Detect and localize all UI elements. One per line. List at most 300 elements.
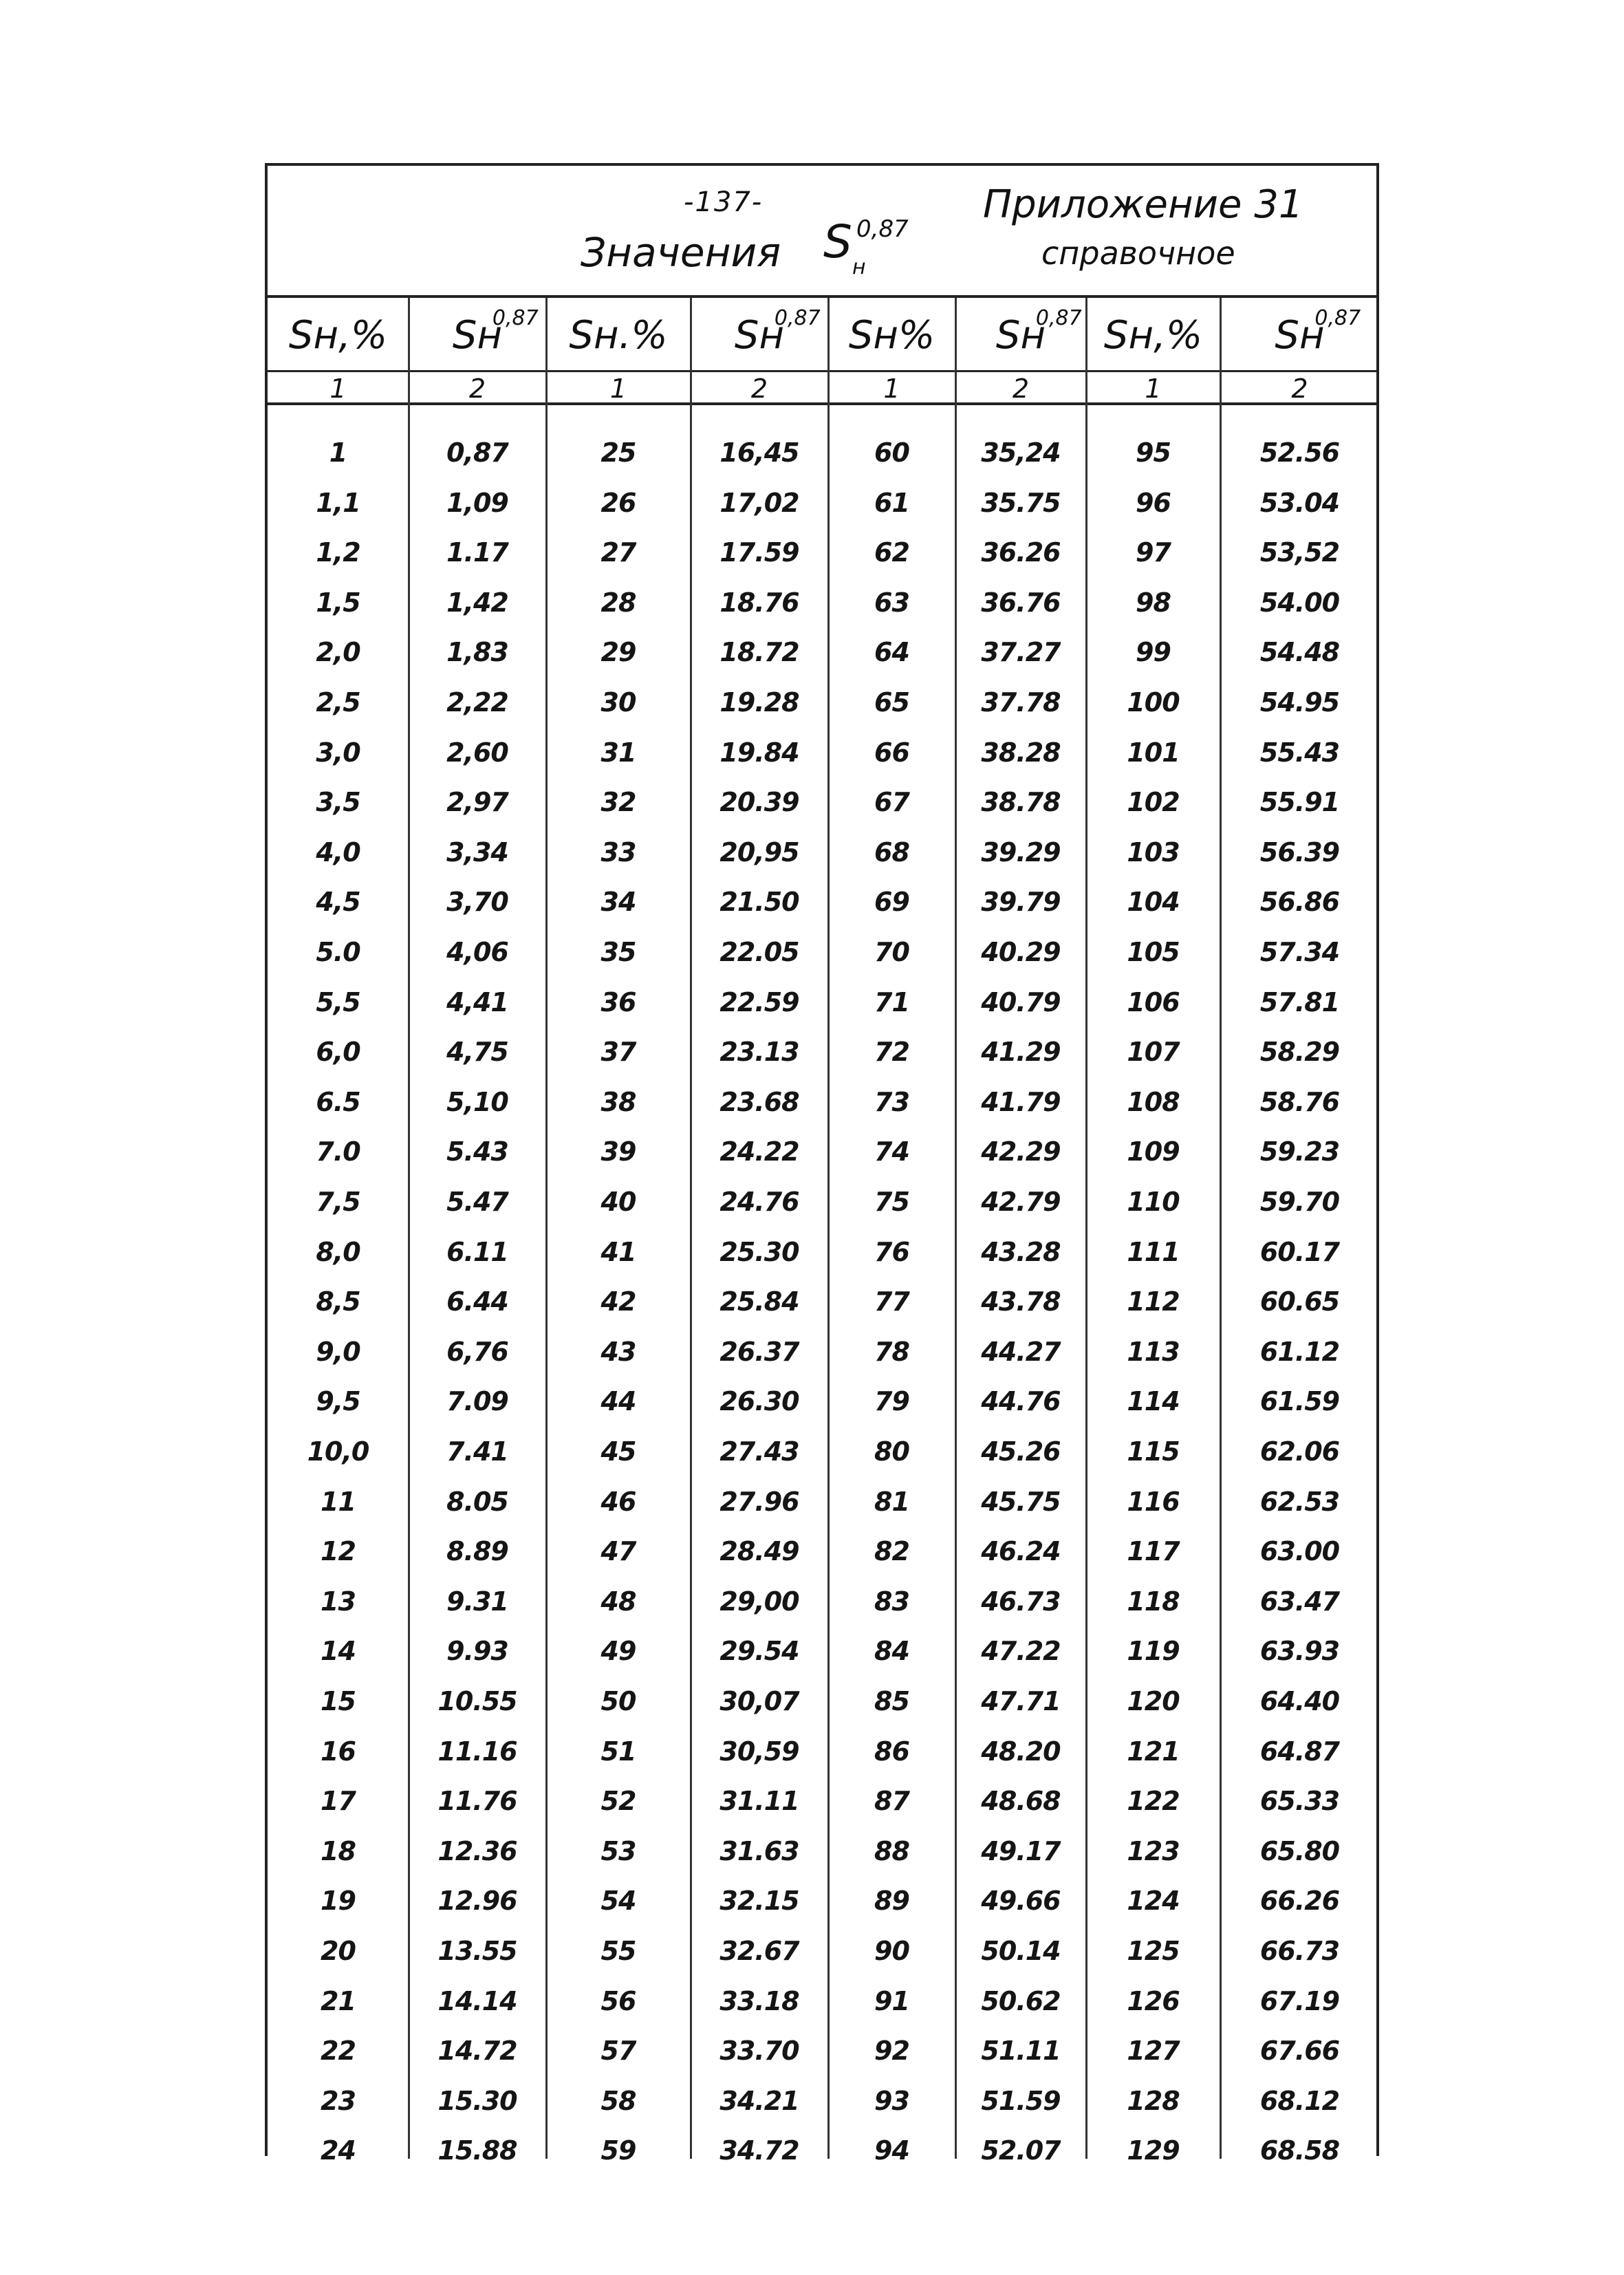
cell-sn-percent: 122 xyxy=(1127,1786,1180,1816)
cell-sn-power: 54.00 xyxy=(1259,587,1340,618)
cell-sn-percent: 95 xyxy=(1136,438,1171,468)
cell-sn-power: 22.05 xyxy=(719,937,799,967)
cell-sn-percent: 68 xyxy=(874,837,909,867)
cell-sn-power: 43.78 xyxy=(981,1286,1061,1317)
cell-sn-percent: 108 xyxy=(1127,1087,1180,1117)
cell-sn-percent: 69 xyxy=(874,887,909,917)
cell-sn-percent: 56 xyxy=(600,1986,636,2016)
column-header xyxy=(268,298,409,372)
column-header-symbol: Sн.% xyxy=(569,312,668,358)
cell-sn-power: 34.72 xyxy=(719,2135,799,2166)
cell-sn-percent: 13 xyxy=(321,1586,356,1617)
cell-sn-percent: 54 xyxy=(600,1886,636,1916)
cell-sn-percent: 106 xyxy=(1127,987,1180,1017)
cell-sn-power: 35,24 xyxy=(981,438,1061,468)
reference-label: справочное xyxy=(1041,235,1235,272)
cell-sn-power: 1,42 xyxy=(446,587,508,618)
cell-sn-power: 42.79 xyxy=(981,1187,1061,1217)
cell-sn-power: 65.80 xyxy=(1259,1836,1340,1866)
cell-sn-percent: 42 xyxy=(600,1286,636,1317)
cell-sn-percent: 7,5 xyxy=(316,1187,360,1217)
cell-sn-power: 66.26 xyxy=(1259,1886,1340,1916)
cell-sn-percent: 64 xyxy=(874,637,909,667)
cell-sn-percent: 97 xyxy=(1136,537,1171,568)
cell-sn-power: 53,52 xyxy=(1259,537,1340,568)
cell-sn-percent: 59 xyxy=(600,2135,636,2166)
cell-sn-power: 21.50 xyxy=(719,887,799,917)
cell-sn-power: 3,34 xyxy=(446,837,508,867)
cell-sn-percent: 52 xyxy=(600,1786,636,1816)
cell-sn-percent: 2,0 xyxy=(316,637,360,667)
cell-sn-percent: 121 xyxy=(1127,1736,1180,1767)
cell-sn-power: 30,59 xyxy=(719,1736,799,1767)
cell-sn-percent: 47 xyxy=(600,1536,636,1566)
cell-sn-power: 66.73 xyxy=(1259,1936,1340,1966)
column-header-exponent: 0,87 xyxy=(1314,305,1361,330)
cell-sn-power: 18.76 xyxy=(719,587,799,618)
cell-sn-percent: 72 xyxy=(874,1037,909,1067)
cell-sn-percent: 102 xyxy=(1127,787,1180,817)
cell-sn-power: 36.26 xyxy=(981,537,1061,568)
cell-sn-percent: 18 xyxy=(321,1836,356,1866)
cell-sn-power: 55.91 xyxy=(1259,787,1340,817)
cell-sn-percent: 44 xyxy=(600,1386,636,1416)
cell-sn-power: 4,41 xyxy=(446,987,508,1017)
cell-sn-power: 60.65 xyxy=(1259,1286,1340,1317)
cell-sn-power: 32.15 xyxy=(719,1886,799,1916)
cell-sn-power: 14.72 xyxy=(437,2036,517,2066)
column-header-exponent: 0,87 xyxy=(1035,305,1082,330)
table-frame xyxy=(265,163,1379,2166)
cell-sn-percent: 63 xyxy=(874,587,909,618)
cell-sn-power: 7.41 xyxy=(446,1436,508,1467)
cell-sn-power: 30,07 xyxy=(719,1686,799,1716)
cell-sn-percent: 127 xyxy=(1127,2036,1180,2066)
cell-sn-percent: 124 xyxy=(1127,1886,1180,1916)
cell-sn-percent: 128 xyxy=(1127,2086,1180,2116)
cell-sn-power: 61.59 xyxy=(1259,1386,1340,1416)
cell-sn-percent: 26 xyxy=(600,488,636,518)
cell-sn-power: 58.29 xyxy=(1259,1037,1340,1067)
column-number: 1 xyxy=(1145,374,1162,404)
cell-sn-power: 44.27 xyxy=(981,1337,1061,1367)
cell-sn-percent: 79 xyxy=(874,1386,909,1416)
cell-sn-percent: 57 xyxy=(600,2036,636,2066)
column-header xyxy=(955,298,1086,372)
cell-sn-percent: 29 xyxy=(600,637,636,667)
cell-sn-power: 20.39 xyxy=(719,787,799,817)
cell-sn-percent: 94 xyxy=(874,2135,909,2166)
cell-sn-power: 28.49 xyxy=(719,1536,799,1566)
cell-sn-percent: 103 xyxy=(1127,837,1180,867)
cell-sn-percent: 35 xyxy=(600,937,636,967)
cell-sn-percent: 50 xyxy=(600,1686,636,1716)
cell-sn-percent: 51 xyxy=(600,1736,636,1767)
cell-sn-percent: 96 xyxy=(1136,488,1171,518)
cell-sn-percent: 20 xyxy=(321,1936,356,1966)
column-header-exponent: 0,87 xyxy=(492,305,539,330)
cell-sn-power: 1.17 xyxy=(446,537,508,568)
title-symbol-base: S xyxy=(823,215,852,268)
cell-sn-power: 50.62 xyxy=(981,1986,1061,2016)
column-number: 1 xyxy=(329,374,347,404)
cell-sn-power: 46.73 xyxy=(981,1586,1061,1617)
column-header xyxy=(1086,298,1220,372)
cell-sn-power: 50.14 xyxy=(981,1936,1061,1966)
column-header-symbol: Sн 0,87 xyxy=(452,305,539,358)
cell-sn-power: 47.71 xyxy=(981,1686,1061,1716)
cell-sn-power: 2,60 xyxy=(446,737,508,768)
cell-sn-power: 45.75 xyxy=(981,1487,1061,1517)
column-header xyxy=(546,298,691,372)
cell-sn-percent: 2,5 xyxy=(316,687,360,718)
cell-sn-power: 54.48 xyxy=(1259,637,1340,667)
cell-sn-power: 2,22 xyxy=(446,687,508,718)
cell-sn-percent: 21 xyxy=(321,1986,356,2016)
cell-sn-power: 63.47 xyxy=(1259,1586,1340,1617)
column-header-symbol: Sн,% xyxy=(288,312,388,358)
cell-sn-power: 4,06 xyxy=(446,937,508,967)
cell-sn-percent: 99 xyxy=(1136,637,1171,667)
cell-sn-percent: 73 xyxy=(874,1087,909,1117)
cell-sn-percent: 37 xyxy=(600,1037,636,1067)
cell-sn-power: 58.76 xyxy=(1259,1087,1340,1117)
cell-sn-percent: 14 xyxy=(321,1636,356,1666)
cell-sn-power: 29,00 xyxy=(719,1586,799,1617)
cell-sn-percent: 87 xyxy=(874,1786,909,1816)
cell-sn-percent: 19 xyxy=(321,1886,356,1916)
cell-sn-percent: 129 xyxy=(1127,2135,1180,2166)
cell-sn-power: 12.96 xyxy=(437,1886,517,1916)
cell-sn-percent: 67 xyxy=(874,787,909,817)
cell-sn-power: 31.63 xyxy=(719,1836,799,1866)
cell-sn-power: 41.29 xyxy=(981,1037,1061,1067)
cell-sn-power: 35.75 xyxy=(981,488,1061,518)
cell-sn-power: 5.47 xyxy=(446,1187,508,1217)
cell-sn-percent: 39 xyxy=(600,1136,636,1167)
cell-sn-power: 27.96 xyxy=(719,1487,799,1517)
cell-sn-percent: 115 xyxy=(1127,1436,1180,1467)
cell-sn-power: 56.39 xyxy=(1259,837,1340,867)
cell-sn-power: 33.18 xyxy=(719,1986,799,2016)
cell-sn-percent: 36 xyxy=(600,987,636,1017)
cell-sn-percent: 1,1 xyxy=(316,488,360,518)
cell-sn-power: 26.37 xyxy=(719,1337,799,1367)
table-title: Значения xyxy=(581,229,781,276)
cell-sn-percent: 12 xyxy=(321,1536,356,1566)
cell-sn-power: 64.40 xyxy=(1259,1686,1340,1716)
cell-sn-power: 38.28 xyxy=(981,737,1061,768)
title-symbol xyxy=(823,215,909,279)
cell-sn-power: 19.84 xyxy=(719,737,799,768)
cell-sn-percent: 62 xyxy=(874,537,909,568)
cell-sn-power: 9.31 xyxy=(446,1586,508,1617)
cell-sn-percent: 15 xyxy=(321,1686,356,1716)
cell-sn-power: 51.11 xyxy=(981,2036,1061,2066)
cell-sn-percent: 100 xyxy=(1127,687,1180,718)
cell-sn-percent: 116 xyxy=(1127,1487,1180,1517)
cell-sn-percent: 1 xyxy=(329,438,347,468)
cell-sn-power: 5,10 xyxy=(446,1087,508,1117)
cell-sn-power: 47.22 xyxy=(981,1636,1061,1666)
cell-sn-power: 62.53 xyxy=(1259,1487,1340,1517)
cell-sn-percent: 113 xyxy=(1127,1337,1180,1367)
cell-sn-power: 53.04 xyxy=(1259,488,1340,518)
cell-sn-percent: 5.0 xyxy=(316,937,360,967)
cell-sn-power: 56.86 xyxy=(1259,887,1340,917)
cell-sn-power: 1,83 xyxy=(446,637,508,667)
cell-sn-percent: 104 xyxy=(1127,887,1180,917)
cell-sn-power: 6.11 xyxy=(446,1237,508,1267)
cell-sn-percent: 8,5 xyxy=(316,1286,360,1317)
cell-sn-power: 61.12 xyxy=(1259,1337,1340,1367)
cell-sn-percent: 48 xyxy=(600,1586,636,1617)
cell-sn-percent: 84 xyxy=(874,1636,909,1666)
cell-sn-percent: 23 xyxy=(321,2086,356,2116)
cell-sn-percent: 6,0 xyxy=(316,1037,360,1067)
cell-sn-percent: 24 xyxy=(321,2135,356,2166)
cell-sn-power: 9.93 xyxy=(446,1636,508,1666)
cell-sn-power: 63.93 xyxy=(1259,1636,1340,1666)
cell-sn-power: 13.55 xyxy=(437,1936,517,1966)
cell-sn-power: 52.07 xyxy=(981,2135,1061,2166)
cell-sn-percent: 3,0 xyxy=(316,737,360,768)
cell-sn-power: 37.78 xyxy=(981,687,1061,718)
column-header-symbol: Sн 0,87 xyxy=(734,305,821,358)
cell-sn-power: 16,45 xyxy=(719,438,799,468)
cell-sn-power: 20,95 xyxy=(719,837,799,867)
cell-sn-power: 33.70 xyxy=(719,2036,799,2066)
cell-sn-power: 43.28 xyxy=(981,1237,1061,1267)
cell-sn-percent: 8,0 xyxy=(316,1237,360,1267)
cell-sn-power: 15.88 xyxy=(437,2135,517,2166)
cell-sn-percent: 77 xyxy=(874,1286,909,1317)
cell-sn-percent: 66 xyxy=(874,737,909,768)
cell-sn-percent: 93 xyxy=(874,2086,909,2116)
cell-sn-power: 40.79 xyxy=(981,987,1061,1017)
cell-sn-power: 41.79 xyxy=(981,1087,1061,1117)
cell-sn-power: 4,75 xyxy=(446,1037,508,1067)
column-number: 2 xyxy=(750,374,768,404)
cell-sn-power: 62.06 xyxy=(1259,1436,1340,1467)
cell-sn-percent: 49 xyxy=(600,1636,636,1666)
cell-sn-power: 29.54 xyxy=(719,1636,799,1666)
column-header xyxy=(828,298,955,372)
cell-sn-percent: 105 xyxy=(1127,937,1180,967)
cell-sn-percent: 61 xyxy=(874,488,909,518)
cell-sn-power: 0,87 xyxy=(446,438,508,468)
cell-sn-percent: 3,5 xyxy=(316,787,360,817)
cell-sn-power: 12.36 xyxy=(437,1836,517,1866)
cell-sn-percent: 109 xyxy=(1127,1136,1180,1167)
cell-sn-percent: 101 xyxy=(1127,737,1180,768)
cell-sn-percent: 78 xyxy=(874,1337,909,1367)
cell-sn-percent: 65 xyxy=(874,687,909,718)
cell-sn-percent: 32 xyxy=(600,787,636,817)
cell-sn-percent: 10,0 xyxy=(307,1436,369,1467)
cell-sn-percent: 11 xyxy=(321,1487,356,1517)
column-header xyxy=(691,298,828,372)
column-header-symbol: Sн% xyxy=(848,312,935,358)
title-symbol-subscript: н xyxy=(852,255,866,279)
cell-sn-percent: 125 xyxy=(1127,1936,1180,1966)
cell-sn-percent: 4,0 xyxy=(316,837,360,867)
column-number: 1 xyxy=(609,374,627,404)
cell-sn-power: 39.79 xyxy=(981,887,1061,917)
appendix-label: Приложение 31 xyxy=(983,182,1303,227)
cell-sn-percent: 16 xyxy=(321,1736,356,1767)
page-number: -137- xyxy=(684,186,764,218)
cell-sn-power: 49.66 xyxy=(981,1886,1061,1916)
cell-sn-power: 6,76 xyxy=(446,1337,508,1367)
cell-sn-percent: 5,5 xyxy=(316,987,360,1017)
cell-sn-power: 32.67 xyxy=(719,1936,799,1966)
cell-sn-percent: 120 xyxy=(1127,1686,1180,1716)
cell-sn-power: 59.23 xyxy=(1259,1136,1340,1167)
cell-sn-power: 17,02 xyxy=(719,488,799,518)
cell-sn-percent: 89 xyxy=(874,1886,909,1916)
cell-sn-percent: 98 xyxy=(1136,587,1171,618)
cell-sn-percent: 112 xyxy=(1127,1286,1180,1317)
cell-sn-percent: 55 xyxy=(600,1936,636,1966)
cell-sn-power: 65.33 xyxy=(1259,1786,1340,1816)
cell-sn-percent: 91 xyxy=(874,1986,909,2016)
cell-sn-percent: 9,0 xyxy=(316,1337,360,1367)
cell-sn-percent: 9,5 xyxy=(316,1386,360,1416)
cell-sn-power: 54.95 xyxy=(1259,687,1340,718)
cell-sn-percent: 58 xyxy=(600,2086,636,2116)
cell-sn-power: 10.55 xyxy=(437,1686,517,1716)
cell-sn-power: 40.29 xyxy=(981,937,1061,967)
cell-sn-power: 1,09 xyxy=(446,488,508,518)
cell-sn-power: 14.14 xyxy=(437,1986,517,2016)
cell-sn-power: 68.58 xyxy=(1259,2135,1340,2166)
cell-sn-percent: 22 xyxy=(321,2036,356,2066)
column-number-row xyxy=(268,372,1376,405)
cell-sn-power: 31.11 xyxy=(719,1786,799,1816)
cell-sn-percent: 53 xyxy=(600,1836,636,1866)
cell-sn-power: 11.76 xyxy=(437,1786,517,1816)
cell-sn-percent: 90 xyxy=(874,1936,909,1966)
cell-sn-power: 19.28 xyxy=(719,687,799,718)
cell-sn-percent: 43 xyxy=(600,1337,636,1367)
cell-sn-power: 23.68 xyxy=(719,1087,799,1117)
cell-sn-percent: 41 xyxy=(600,1237,636,1267)
cell-sn-power: 8.05 xyxy=(446,1487,508,1517)
cell-sn-percent: 86 xyxy=(874,1736,909,1767)
cell-sn-power: 63.00 xyxy=(1259,1536,1340,1566)
cell-sn-power: 38.78 xyxy=(981,787,1061,817)
cell-sn-power: 46.24 xyxy=(981,1536,1061,1566)
cell-sn-power: 44.76 xyxy=(981,1386,1061,1416)
column-header-symbol: Sн 0,87 xyxy=(995,305,1082,358)
cell-sn-power: 17.59 xyxy=(719,537,799,568)
cell-sn-percent: 38 xyxy=(600,1087,636,1117)
column-header-exponent: 0,87 xyxy=(774,305,821,330)
cell-sn-percent: 111 xyxy=(1127,1237,1180,1267)
cell-sn-percent: 40 xyxy=(600,1187,636,1217)
cell-sn-percent: 71 xyxy=(874,987,909,1017)
cell-sn-percent: 75 xyxy=(874,1187,909,1217)
cell-sn-percent: 70 xyxy=(874,937,909,967)
cell-sn-power: 52.56 xyxy=(1259,438,1340,468)
cell-sn-percent: 82 xyxy=(874,1536,909,1566)
cell-sn-percent: 80 xyxy=(874,1436,909,1467)
column-header-symbol: Sн,% xyxy=(1103,312,1203,358)
cell-sn-percent: 34 xyxy=(600,887,636,917)
cell-sn-power: 25.84 xyxy=(719,1286,799,1317)
title-block xyxy=(268,166,1376,298)
cell-sn-percent: 28 xyxy=(600,587,636,618)
cell-sn-power: 18.72 xyxy=(719,637,799,667)
cell-sn-percent: 31 xyxy=(600,737,636,768)
cell-sn-percent: 110 xyxy=(1127,1187,1180,1217)
cell-sn-power: 64.87 xyxy=(1259,1736,1340,1767)
cell-sn-power: 37.27 xyxy=(981,637,1061,667)
cell-sn-power: 2,97 xyxy=(446,787,508,817)
cell-sn-power: 51.59 xyxy=(981,2086,1061,2116)
cell-sn-percent: 7.0 xyxy=(316,1136,360,1167)
cell-sn-percent: 46 xyxy=(600,1487,636,1517)
column-header-symbol: Sн 0,87 xyxy=(1275,305,1361,358)
column-number: 2 xyxy=(1012,374,1030,404)
cell-sn-power: 60.17 xyxy=(1259,1237,1340,1267)
cell-sn-power: 34.21 xyxy=(719,2086,799,2116)
cell-sn-power: 67.19 xyxy=(1259,1986,1340,2016)
cell-sn-power: 48.68 xyxy=(981,1786,1061,1816)
cell-sn-power: 68.12 xyxy=(1259,2086,1340,2116)
cell-sn-power: 24.76 xyxy=(719,1187,799,1217)
cell-sn-power: 67.66 xyxy=(1259,2036,1340,2066)
column-number: 1 xyxy=(883,374,900,404)
column-header xyxy=(1220,298,1379,372)
cell-sn-power: 59.70 xyxy=(1259,1187,1340,1217)
cell-sn-percent: 85 xyxy=(874,1686,909,1716)
cell-sn-power: 26.30 xyxy=(719,1386,799,1416)
cell-sn-percent: 4,5 xyxy=(316,887,360,917)
cell-sn-percent: 17 xyxy=(321,1786,356,1816)
cell-sn-percent: 118 xyxy=(1127,1586,1180,1617)
cell-sn-percent: 119 xyxy=(1127,1636,1180,1666)
cell-sn-power: 55.43 xyxy=(1259,737,1340,768)
cell-sn-percent: 1,2 xyxy=(316,537,360,568)
cell-sn-percent: 30 xyxy=(600,687,636,718)
cell-sn-power: 11.16 xyxy=(437,1736,517,1767)
cell-sn-power: 36.76 xyxy=(981,587,1061,618)
title-symbol-exponent: 0,87 xyxy=(856,215,909,243)
cell-sn-power: 7.09 xyxy=(446,1386,508,1416)
cell-sn-percent: 6.5 xyxy=(316,1087,360,1117)
cell-sn-percent: 27 xyxy=(600,537,636,568)
cell-sn-percent: 88 xyxy=(874,1836,909,1866)
cell-sn-percent: 92 xyxy=(874,2036,909,2066)
cell-sn-power: 15.30 xyxy=(437,2086,517,2116)
cell-sn-power: 48.20 xyxy=(981,1736,1061,1767)
cell-sn-percent: 83 xyxy=(874,1586,909,1617)
cell-sn-power: 3,70 xyxy=(446,887,508,917)
cell-sn-power: 27.43 xyxy=(719,1436,799,1467)
cell-sn-power: 6.44 xyxy=(446,1286,508,1317)
cell-sn-power: 45.26 xyxy=(981,1436,1061,1467)
column-header-row xyxy=(268,298,1376,372)
cell-sn-percent: 1,5 xyxy=(316,587,360,618)
cell-sn-percent: 126 xyxy=(1127,1986,1180,2016)
cell-sn-power: 24.22 xyxy=(719,1136,799,1167)
cell-sn-percent: 74 xyxy=(874,1136,909,1167)
column-number: 2 xyxy=(1291,374,1308,404)
cell-sn-percent: 45 xyxy=(600,1436,636,1467)
cell-sn-power: 23.13 xyxy=(719,1037,799,1067)
